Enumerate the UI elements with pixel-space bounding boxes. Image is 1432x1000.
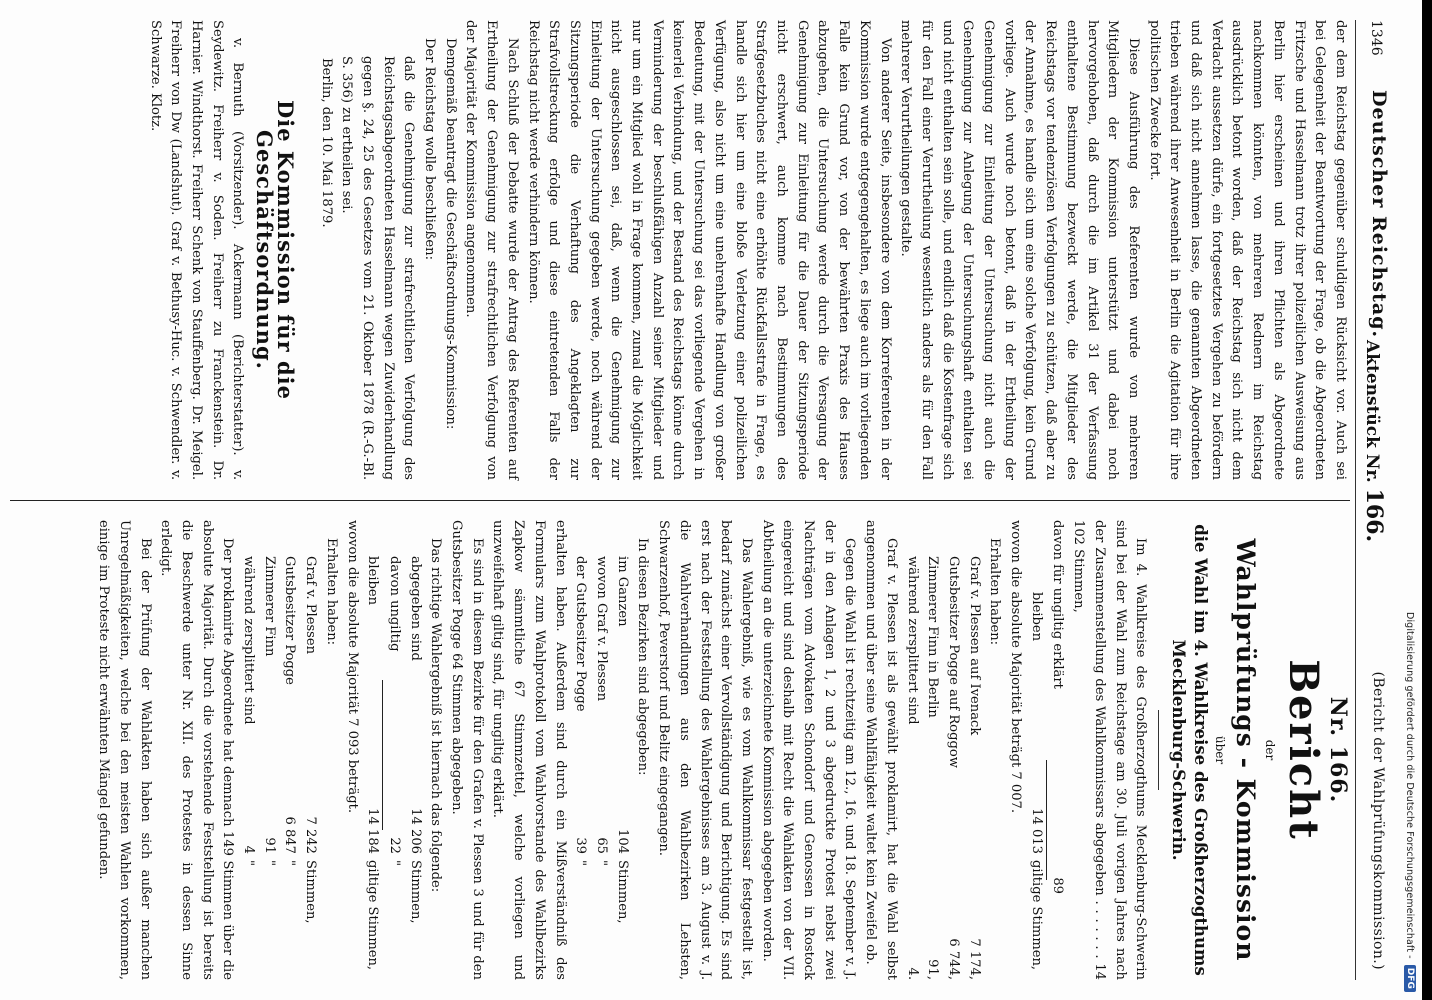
- paragraph: Der proklamirte Abgeordnete hat demnach 149 Stimmen über die absolute Majorität. Durch die vorstehende Feststellung ist bereits die Beschwerde unter Nr. XII. des Protestes in dessen Sinne erledigt.: [158, 520, 236, 980]
- row-label: während zersplittert sind: [241, 556, 257, 725]
- report-title: Bericht: [1280, 659, 1328, 841]
- row-value: 91,: [925, 959, 941, 980]
- majority-line: wovon die absolute Majorität beträgt 7 007.: [1008, 520, 1024, 814]
- row-unit: Stimmen,: [407, 860, 423, 924]
- row-label: davon für ungiltig erklärt: [1050, 520, 1066, 689]
- table-row: [258, 520, 279, 980]
- report-subject: die Wahl im 4. Wahlkreise des Großherzogthums Mecklenburg-Schwerin.: [1169, 524, 1211, 976]
- paragraph: Im 4. Wahlkreise des Großherzogthums Mecklenburg-Schwerin sind bei der Wahl zum Reichstage am 30. Juli vorigen Jahres nach der Zusammenstellung des Wahlkommissars abgegeben . . . . . . . 14 102 Stimmen,: [1071, 520, 1149, 980]
- table-row: [383, 520, 404, 980]
- page-number: 1346: [1368, 20, 1384, 56]
- row-value: 14 184: [365, 808, 381, 854]
- paragraph: Der Reichstag wolle beschließen:: [422, 38, 438, 261]
- digitization-note: [1400, 0, 1420, 1000]
- paragraph: Das richtige Wahlergebniß ist hiernach das folgende:: [428, 538, 444, 893]
- invalid-row: [1047, 520, 1068, 980]
- row-value: 7 174,: [966, 938, 982, 980]
- paragraph: der dem Reichstag gegenüber schuldigen Rücksicht vor. Auch sei bei Gelegenheit der Beantwortung der Frage, ob die Abgeordneten Fritzsche und Hasselmann trotz ihrer polizeilichen Ausweisung aus Berlin hier erscheinen und ihren Pflichten als Abgeordnete nachkommen könnten, von mehreren Rednern im Reichstag ausdrücklich betont worden, daß der Reichstag sich nicht dem Verdacht aussetzen dürfe, ein fortgesetztes Vergehen zu befördern und daß sich nicht annehmen lasse, die genannten Abgeordneten trieben während ihrer Anwesenheit in Berlin die Agitation für ihre politischen Zwecke fort.: [1146, 20, 1348, 480]
- row-value: 91: [261, 837, 277, 854]
- row-label: während zersplittert sind: [904, 556, 920, 725]
- row-unit: ": [241, 860, 257, 867]
- row-label: der Gutsbesitzer Pogge: [573, 556, 589, 712]
- received-label-2: Erhalten haben:: [323, 538, 339, 646]
- row-value: 4: [241, 845, 257, 854]
- table-row: [963, 520, 984, 980]
- row-unit: [1047, 894, 1068, 980]
- row-label: bleiben: [1028, 592, 1044, 642]
- header-rule: [1355, 20, 1356, 980]
- row-label: Zimmerer Finn in Berlin: [925, 556, 941, 718]
- paragraph: Demgemäß beantragt die Geschäftsordnungs-Kommission:: [442, 38, 458, 430]
- table-row: [570, 520, 591, 980]
- table-row: [299, 520, 320, 980]
- row-unit: ": [261, 860, 277, 867]
- table-row: [590, 520, 611, 980]
- table-row: [942, 520, 963, 980]
- row-unit: Stimmen,: [303, 860, 319, 924]
- left-column: [144, 20, 1350, 480]
- document-label-text: Aktenstück Nr.: [1362, 340, 1382, 483]
- table-row: [362, 520, 383, 980]
- row-label: davon ungiltig: [386, 556, 402, 652]
- table-row: [279, 520, 300, 980]
- row-unit: ": [386, 860, 402, 867]
- paragraph: In diesen Bezirken sind abgegeben:: [635, 538, 651, 776]
- row-unit: giltige Stimmen,: [1028, 860, 1044, 971]
- row-value: 39: [573, 837, 589, 854]
- row-unit: ": [282, 860, 298, 867]
- paragraph: Nach Schluß der Debatte wurde der Antrag des Referenten auf Ertheilung der Genehmigung zur strafrechtlichen Verfolgung von der Majorität der Kommission angenommen.: [463, 20, 520, 480]
- paragraph: erhalten haben. Außerdem sind durch ein Mißverständniß des Formulars zum Wahlprotokoll vom Wahlvorstande des Wahlbezirks Zapkow sämmtliche 67 Stimmzettel, welche vorliegen und unzweifelhaft giltig sind, für ungiltig erklärt.: [490, 520, 568, 980]
- publication-title: Deutscher Reichstag.: [1368, 90, 1390, 339]
- row-label: wovon Graf v. Plessen: [594, 556, 610, 702]
- row-value: 22: [386, 837, 402, 854]
- row-value: 7 242: [303, 816, 319, 854]
- title-rule: [1158, 710, 1159, 790]
- row-value: 14 206: [407, 808, 423, 854]
- row-label: Graf v. Plessen: [303, 556, 319, 655]
- commission-name: Wahlprüfungs - Kommission: [1231, 538, 1261, 962]
- paragraph: Diese Ausführung des Referenten wurde von mehreren Mitgliedern der Kommission unterstützt und dabei noch hervorgehoben, daß durch die im Artikel 31 der Verfassung enthaltene Bestimmung bezweckt werde, die Mitglieder des Reichstags vor tendenziösen Verfolgungen zu schützen, daß aber zu der Annahme, es handle sich um eine solche Verfolgung, kein Grund vorliege. Auch wurde noch betont, daß in der Ertheilung der Genehmigung zur Einleitung der Untersuchung nicht auch die Genehmigung zur Anlegung der Untersuchungshaft enthalten sei und nicht enthalten sein solle, und endlich daß die Kostenfrage sich für den Fall einer Verurtheilung wesentlich anders als für den Fall mehrerer Verurtheilungen gestalte.: [898, 20, 1141, 480]
- row-label: Gutsbesitzer Pogge auf Roggow: [945, 556, 961, 768]
- right-column: [92, 520, 1350, 980]
- row-unit: ": [573, 860, 589, 867]
- paragraph: Gegen die Wahl ist rechtzeitig am 12., 16. und 18. September v. J. der in den Anlagen 1, 2 und 3 abgedruckte Protest nebst zwei Nachträgen vom Advokaten Schondorf und Genossen in Rostock eingereicht und sind deshalb mit Recht die Wahlakten von der VII. Abtheilung an die unterzeichnete Kommission abgegeben worden.: [759, 520, 858, 980]
- page-header: [1360, 20, 1390, 980]
- resolution: daß die Genehmigung zur strafrechtlichen Verfolgung des Reichstagsabgeordneten Hasselmann wegen Zuwiderhandlung gegen §. 24, 25 des Gesetzes vom 21. Oktober 1878 (R.-G.-Bl. S. 356) zu ertheilen sei.: [339, 56, 417, 480]
- district-rows: [570, 520, 632, 980]
- paragraph: Das Wahlergebniß, wie es vom Wahlkommissar festgestellt ist, bedarf zunächst einer Vervollständigung und Berichtigung. Es sind erst nach der Feststellung des Wahlergebnisses am 3. August v. J. die Wahlverhandlungen aus den Wahlbezirken Lehsten, Schwarzenhof, Peverstorf und Belitz eingegangen.: [656, 520, 754, 980]
- header-right-note: (Bericht der Wahlprüfungskommission.): [1370, 671, 1386, 970]
- commission-members: v. Bernuth (Vorsitzender). Ackermann (Berichterstatter). v. Seydewitz. Freiherr v. Soden. Freiherr zu Franckenstein. Dr. Harnier. Windthorst. Freiherr Schenk von Stauffenberg. Dr. Meigel. Freiherr von Dw (Landshut). Graf v. Bethusy-Huc. v. Schwendler. v. Schwarze. Klotz.: [147, 20, 246, 480]
- row-value: 104: [614, 829, 630, 854]
- paragraph: Es sind in diesem Bezirke für den Grafen v. Plessen 3 und für den Gutsbesitzer Pogge 64 Stimmen abgegeben.: [449, 520, 485, 980]
- table-row: [922, 520, 943, 980]
- paragraph: Von anderer Seite, insbesondere von dem Korreferenten in der Kommission wurde entgegengehalten, es liege auch im vorliegenden Falle kein Grund vor, von der bewährten Praxis des Hauses abzugehen, die Untersuchung werde durch die Versagung der Genehmigung zur Einleitung für die Dauer der Sitzungsperiode nicht erschwert, auch komme nach Bestimmungen des Strafgesetzbuches nicht eine erhöhte Rückfallsstrafe in Frage, es handle sich hier um eine bloße Verletzung einer polizeilichen Verfügung, also nicht um eine unehrenhafte Handlung von großer Bedeutung, mit der Untersuchung sei das vorliegende Vergehen in keinerlei Verbindung, und der Bestand des Reichstags könne durch Verminderung der beschlußfähigen Anzahl seiner Mitglieder und nur um ein Mitglied wohl in Frage kommen, zumal die Möglichkeit nicht ausgeschlossen sei, daß, wenn die Genehmigung zur Einleitung der Untersuchung gegeben werde, noch während der Sitzungsperiode die Verhaftung des Angeklagten zur Strafvollstreckung erfolge und diese eintretenden Falls der Reichstag nicht werde verhindern können.: [525, 20, 893, 480]
- digitization-text: Digitalisierung gefördert durch die Deutsche Forschungsgemeinschaft -: [1404, 612, 1416, 959]
- table-row: [611, 520, 632, 980]
- document-number: 166.: [1361, 488, 1387, 543]
- received-label: Erhalten haben:: [987, 538, 1003, 646]
- row-label: bleiben: [365, 556, 381, 606]
- row-value: 65: [594, 837, 610, 854]
- dfg-logo: DFG: [1404, 965, 1416, 992]
- row-unit: giltige Stimmen,: [365, 860, 381, 971]
- paragraph: Graf v. Plessen ist als gewählt proklamirt, hat die Wahl selbst angenommen und über seine Wahlfähigkeit waltet kein Zweifel ob.: [863, 520, 899, 980]
- remain-row: [1025, 520, 1046, 980]
- row-label: Gutsbesitzer Pogge: [282, 556, 298, 685]
- row-value: 6 847: [282, 816, 298, 854]
- report-ueber: über: [1213, 735, 1228, 765]
- row-value: 89: [1050, 877, 1066, 894]
- total-rows: [362, 520, 425, 980]
- paragraph: Bei der Prüfung der Wahlakten haben sich außer manchen Unregelmäßigkeiten, welche bei den meisten Wahlen vorkommen, einige im Proteste nicht erwähnten Mängel gefunden.: [96, 520, 153, 980]
- table-row: [237, 520, 258, 980]
- majority-line-2: wovon die absolute Majorität 7 093 beträgt.: [344, 520, 360, 814]
- commission-title: Die Kommission für die Geschäftsordnung.: [252, 100, 298, 400]
- row-value: 6 744,: [945, 938, 961, 980]
- signature-date: Berlin, den 10. Mai 1879.: [318, 58, 334, 228]
- column-rule: [10, 500, 1350, 501]
- scan-edge: [1422, 0, 1432, 1000]
- row-unit: ": [594, 860, 610, 867]
- row-value: 14 013: [1028, 808, 1044, 854]
- row-value: 4.: [904, 967, 920, 980]
- table-row: [901, 520, 922, 980]
- document-label: [1361, 340, 1387, 542]
- report-der: der: [1263, 739, 1278, 761]
- row-label: im Ganzen: [614, 556, 630, 627]
- votes-list-2: [237, 520, 320, 980]
- votes-list-1: [901, 520, 984, 980]
- row-label: Graf v. Plessen auf Ivenack: [966, 556, 982, 736]
- row-label: Zimmerer Finn: [261, 556, 277, 657]
- row-unit: Stimmen,: [614, 860, 630, 924]
- table-row: [404, 520, 425, 980]
- row-label: abgegeben sind: [407, 556, 423, 661]
- report-number: Nr. 166.: [1325, 696, 1351, 804]
